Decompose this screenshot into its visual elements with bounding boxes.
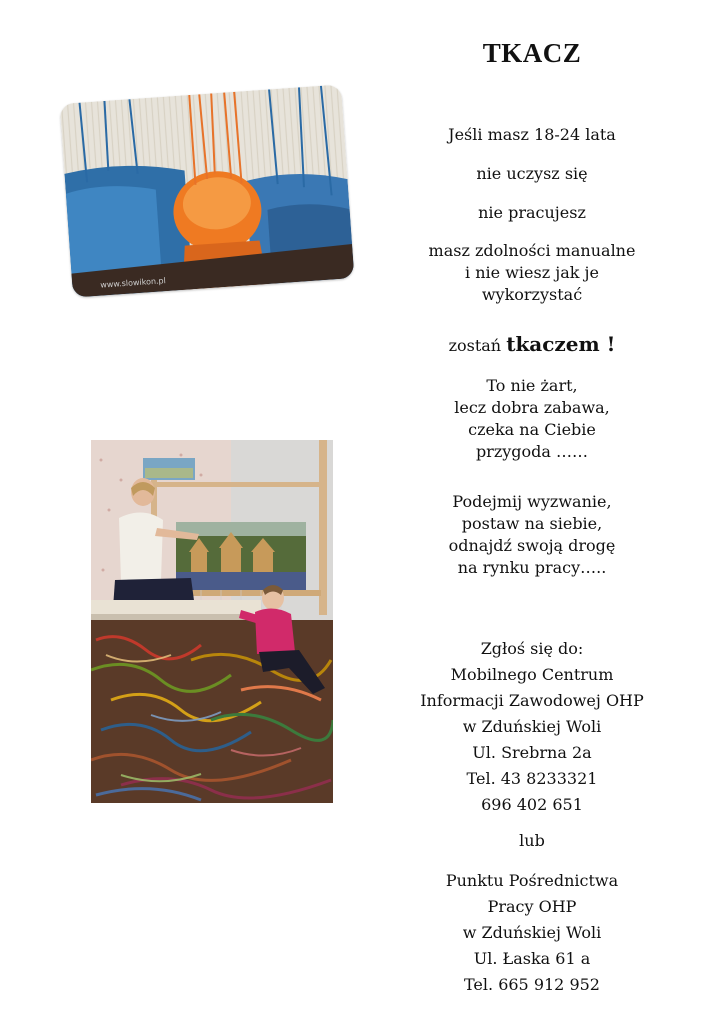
or-text: lub xyxy=(519,831,545,850)
not-studying-text: nie uczysz się xyxy=(476,164,588,183)
challenge-line: na rynku pracy….. xyxy=(457,558,607,577)
become-line xyxy=(410,333,654,357)
not-studying-line xyxy=(410,163,654,185)
challenge-line: odnajdź swoją drogę xyxy=(448,536,616,555)
age-line xyxy=(410,124,654,146)
weaver-photo xyxy=(91,440,333,803)
become-word: tkaczem ! xyxy=(506,332,616,356)
contact-line: Mobilnego Centrum xyxy=(450,665,614,684)
photo-watermark: www.slowikon.pl xyxy=(99,276,167,290)
or-line xyxy=(410,830,654,852)
fun-line: To nie żart, xyxy=(486,376,578,395)
contact-block-2 xyxy=(410,868,654,998)
fun-line: przygoda …… xyxy=(475,442,589,461)
not-working-text: nie pracujesz xyxy=(478,203,586,222)
skills-line: i nie wiesz jak je xyxy=(465,263,599,282)
contact-header: Zgłoś się do: xyxy=(480,639,584,658)
contact-line: Punktu Pośrednictwa xyxy=(445,871,619,890)
contact-line: w Zduńskiej Woli xyxy=(462,923,602,942)
contact-line: Informacji Zawodowej OHP xyxy=(420,691,644,710)
contact-phone: 696 402 651 xyxy=(481,795,583,814)
tapestry-photo xyxy=(60,84,355,297)
not-working-line xyxy=(410,202,654,224)
challenge-line: Podejmij wyzwanie, xyxy=(452,492,612,511)
contact-line: w Zduńskiej Woli xyxy=(462,717,602,736)
page-title: TKACZ xyxy=(482,38,582,68)
contact-phone: Tel. 43 8233321 xyxy=(466,769,598,788)
age-text: Jeśli masz 18-24 lata xyxy=(448,125,616,144)
challenge-block xyxy=(410,491,654,579)
contact-line: Pracy OHP xyxy=(487,897,577,916)
contact-address: Ul. Srebrna 2a xyxy=(472,743,592,762)
fun-line: czeka na Ciebie xyxy=(468,420,596,439)
contact-block-1 xyxy=(410,636,654,818)
fun-line: lecz dobra zabawa, xyxy=(454,398,610,417)
challenge-line: postaw na siebie, xyxy=(461,514,603,533)
skills-block xyxy=(410,240,654,306)
skills-line: wykorzystać xyxy=(481,285,583,304)
contact-address: Ul. Łaska 61 a xyxy=(473,949,591,968)
contact-phone: Tel. 665 912 952 xyxy=(464,975,600,994)
become-prefix: zostań xyxy=(448,336,502,355)
skills-line: masz zdolności manualne xyxy=(428,241,636,260)
fun-block xyxy=(410,375,654,463)
